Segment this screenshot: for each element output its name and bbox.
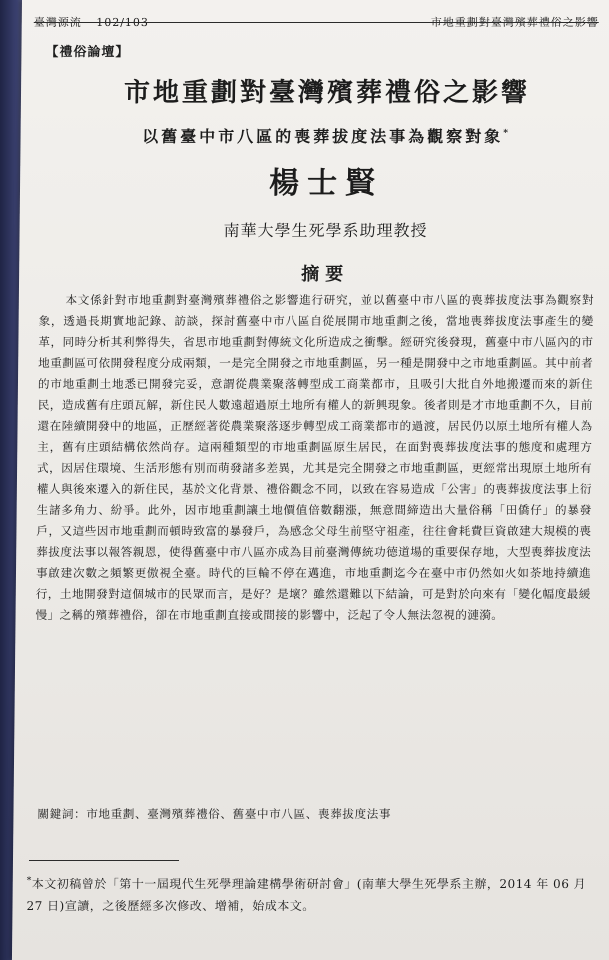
author-name: 楊士賢 (268, 166, 384, 201)
page-content (18, 0, 598, 960)
footnote (26, 870, 586, 917)
footnote-text: 本文初稿曾於「第十一屆現代生死學理論建構學術研討會」(南華大學生死學系主辦，2014 年 06 月 27 日)宣讀，之後歷經多次修改、增補，始成本文。 (26, 877, 587, 913)
issue-number: 102/103 (96, 16, 150, 29)
column-label: 【禮俗論壇】 (45, 45, 130, 60)
footnote-mark: * (26, 876, 32, 886)
running-head-rule (34, 22, 599, 23)
subtitle-text: 以舊臺中市八區的喪葬拔度法事為觀察對象 (142, 127, 504, 146)
abstract-heading: 摘要 (301, 264, 350, 285)
abstract-paragraph: 本文係針對市地重劃對臺灣殯葬禮俗之影響進行研究，並以舊臺中市八區的喪葬拔度法事為觀察對象，透過長期實地記錄、訪談，探討舊臺中市八區自從展開市地重劃之後，當地喪葬拔度法事產生的變革，同時分析其利弊得失，省思市地重劃對傳統文化所造成之衝擊。經研究後發現，舊臺中市八區內的市地重劃區可依開發程度分成兩類，一是完全開發之市地重劃區，另一種是開發中之市地重劃區。其中前者的市地重劃土地悉已開發完妥，意謂從農業聚落轉型成工商業都市，且吸引大批自外地搬遷而來的新住民，造成舊有庄頭瓦解，新住民人數遠超過原土地所有權人的新興現象。後者則是才市地重劃不久，目前還在陸續開發中的地區，正歷經著從農業聚落逐步轉型成工商業都市的過渡，居民仍以原土地所有權人為主，舊有庄頭結構依然尚存。這兩種類型的市地重劃區原生居民，在面對喪葬拔度法事的態度和處理方式，因居住環境、生活形態有別而萌發諸多差異，尤其是完全開發之市地重劃區，更經常出現原土地所有權人與後來遷入的新住民，基於文化背景、禮俗觀念不同，以致在容易造成「公害」的喪葬拔度法事上衍生諸多角力、紛爭。此外，因市地重劃讓土地價值倍數翻漲，無意間締造出大量俗稱「田僑仔」的暴發戶，又這些因市地重劃而頓時致富的暴發戶，為感念父母生前堅守祖產，往往會耗費巨資啟建大規模的喪葬拔度法事以報答親恩，使得舊臺中市八區亦成為目前臺灣傳統功德道場的重要保存地，大型喪葬拔度法事啟建次數之頻繁更傲視全臺。時代的巨輪不停在邁進，市地重劃迄今在臺中市仍然如火如荼地持續進行，土地開發對這個城市的民眾而言，是好？是壞？雖然還難以下結論，可是對於向來有「變化幅度最緩慢」之稱的殯葬禮俗，卻在市地重劃直接或間接的影響中，泛起了令人無法忽視的漣漪。 (35, 293, 594, 622)
article-title: 市地重劃對臺灣殯葬禮俗之影響 (123, 78, 531, 108)
running-head (34, 10, 599, 32)
author-affiliation: 南華大學生死學系助理教授 (223, 221, 428, 240)
keywords-line: 關鍵詞：市地重劃、臺灣殯葬禮俗、舊臺中市八區、喪葬拔度法事 (37, 807, 392, 821)
running-head-article-title: 市地重劃對臺灣殯葬禮俗之影響 (430, 16, 599, 29)
abstract-body (35, 290, 594, 626)
journal-page (12, 0, 609, 960)
article-subtitle (66, 124, 586, 147)
footnote-rule (29, 860, 179, 861)
footnote-marker: * (503, 128, 512, 139)
journal-name: 臺灣源流 (33, 16, 82, 29)
